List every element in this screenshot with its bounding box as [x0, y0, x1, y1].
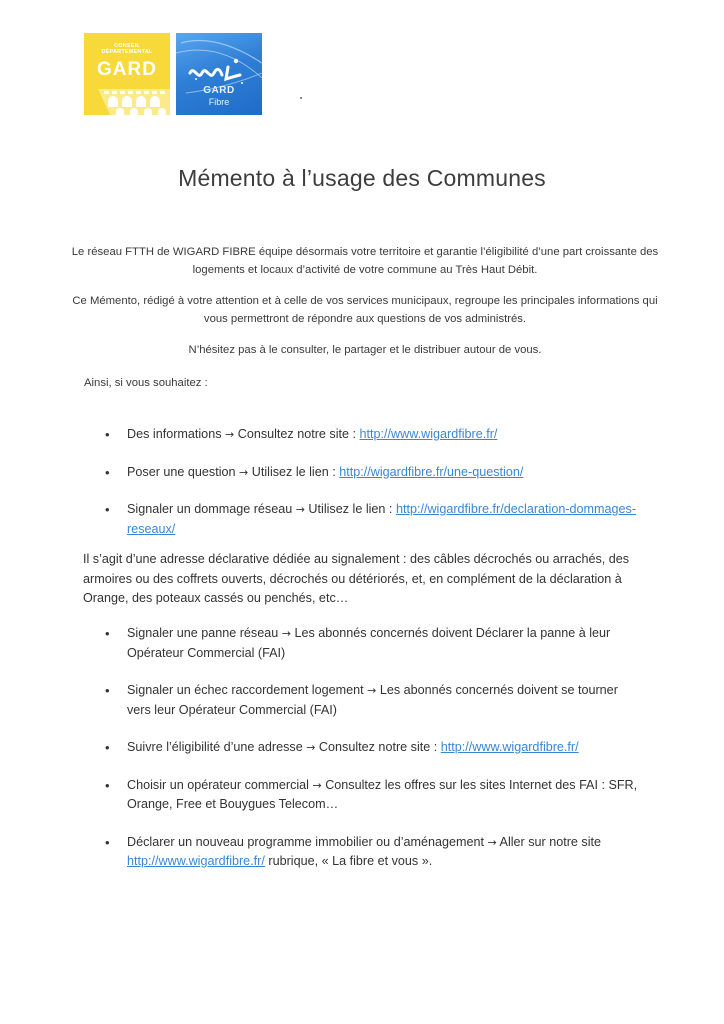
gard-logo-line1: CONSEIL [114, 43, 140, 49]
bullet-icon: • [105, 740, 110, 755]
question-link[interactable]: http://wigardfibre.fr/une-question/ [339, 464, 524, 479]
intro-paragraph-2: Ce Mémento, rédigé à votre attention et à celle de vos services municipaux, regroupe les principales informations qui vous permettront de répondre aux questions de vos administrés. [72, 295, 658, 325]
arrow-right-icon: → [487, 835, 497, 849]
help-list [100, 624, 640, 872]
arrow-right-icon: → [295, 503, 305, 516]
arrow-right-icon: → [225, 428, 235, 441]
bullet-icon: • [105, 777, 110, 793]
list-item [100, 624, 640, 663]
list-item [100, 463, 640, 483]
damage-note-paragraph: Il s’agit d’une adresse déclarative dédiée au signalement : des câbles décrochés ou arrachés, des armoires ou des coffrets ouverts, décrochés ou détériorés, et, en complément de la déclaration à Orange, des poteaux cassés ou penchés, etc… [83, 552, 630, 605]
wigard-fibre-logo [176, 33, 262, 115]
intro-paragraph-4: Ainsi, si vous souhaitez : [84, 377, 208, 389]
list-item-action: Aller sur notre site [496, 834, 602, 849]
page-title: Mémento à l’usage des Communes [178, 165, 546, 191]
list-item [100, 776, 640, 815]
list-item-label: Déclarer un nouveau programme immobilier ou d’aménagement [127, 834, 488, 849]
eligibility-link[interactable]: http://www.wigardfibre.fr/ [440, 740, 579, 754]
list-item-action: Consultez notre site : [234, 427, 360, 441]
program-link[interactable]: http://www.wigardfibre.fr/ [127, 854, 265, 868]
list-item-action: Consultez notre site : [315, 740, 441, 754]
intro-paragraph-3: N’hésitez pas à le consulter, le partager et le distribuer autour de vous. [188, 344, 542, 356]
wigard-logo-sub: Fibre [208, 97, 230, 107]
gard-logo-word: GARD [97, 59, 157, 80]
gard-logo-subtitle [84, 43, 170, 55]
intro-paragraph-1: Le réseau FTTH de WIGARD FIBRE équipe désormais votre territoire et garantie l’éligibilité d’une part croissante des logements et locaux d’activité de votre commune au Très Haut Débit. [71, 246, 659, 276]
list-item-label: Choisir un opérateur commercial [127, 777, 313, 792]
bullet-icon: • [105, 427, 110, 442]
gard-logo-line2: DÉPARTEMENTAL [101, 49, 153, 55]
bullet-icon: • [105, 502, 110, 517]
list-item-label: Signaler une panne réseau [127, 626, 282, 640]
scan-speck [300, 97, 302, 99]
damage-report-link[interactable]: http://wigardfibre.fr/declaration-dommages-reseaux/ [127, 502, 637, 536]
list-item [100, 738, 640, 758]
bullet-icon: • [105, 834, 110, 850]
list-item-action: Utilisez le lien : [248, 464, 340, 479]
list-item [100, 500, 640, 539]
arrow-right-icon: → [312, 778, 322, 792]
conseil-departemental-gard-logo [84, 33, 170, 115]
bullet-icon: • [105, 464, 110, 480]
list-item-label: Suivre l’éligibilité d’une adresse [127, 740, 307, 754]
list-item [100, 681, 640, 720]
list-item [100, 425, 640, 445]
list-item [100, 833, 640, 872]
list-item-label: Poser une question [127, 464, 240, 479]
list-item-suffix: rubrique, « La fibre et vous ». [264, 854, 433, 868]
wigard-logo-word: GARD [203, 85, 235, 96]
list-item-label: Signaler un dommage réseau [127, 502, 296, 516]
list-item-action: Utilisez le lien : [304, 502, 396, 516]
website-link[interactable]: http://www.wigardfibre.fr/ [359, 427, 498, 441]
list-item-action: Consultez les offres sur les sites Internet des FAI : SFR, Orange, Free et Bouygues Telecom… [127, 777, 638, 811]
list-item-label: Signaler un échec raccordement logement [127, 683, 368, 697]
list-item-label: Des informations [127, 427, 225, 441]
arrow-right-icon: → [306, 741, 316, 754]
list-item-action: Les abonnés concernés doivent Déclarer la panne à leur Opérateur Commercial (FAI) [127, 626, 611, 660]
arrow-right-icon: → [281, 627, 291, 640]
contact-list [100, 425, 640, 539]
bullet-icon: • [105, 626, 110, 641]
bullet-icon: • [105, 683, 110, 698]
list-item-action: Les abonnés concernés doivent se tourner vers leur Opérateur Commercial (FAI) [127, 683, 618, 717]
arrow-right-icon: → [239, 465, 249, 479]
arrow-right-icon: → [367, 684, 377, 697]
pont-du-gard-icon [98, 87, 170, 115]
